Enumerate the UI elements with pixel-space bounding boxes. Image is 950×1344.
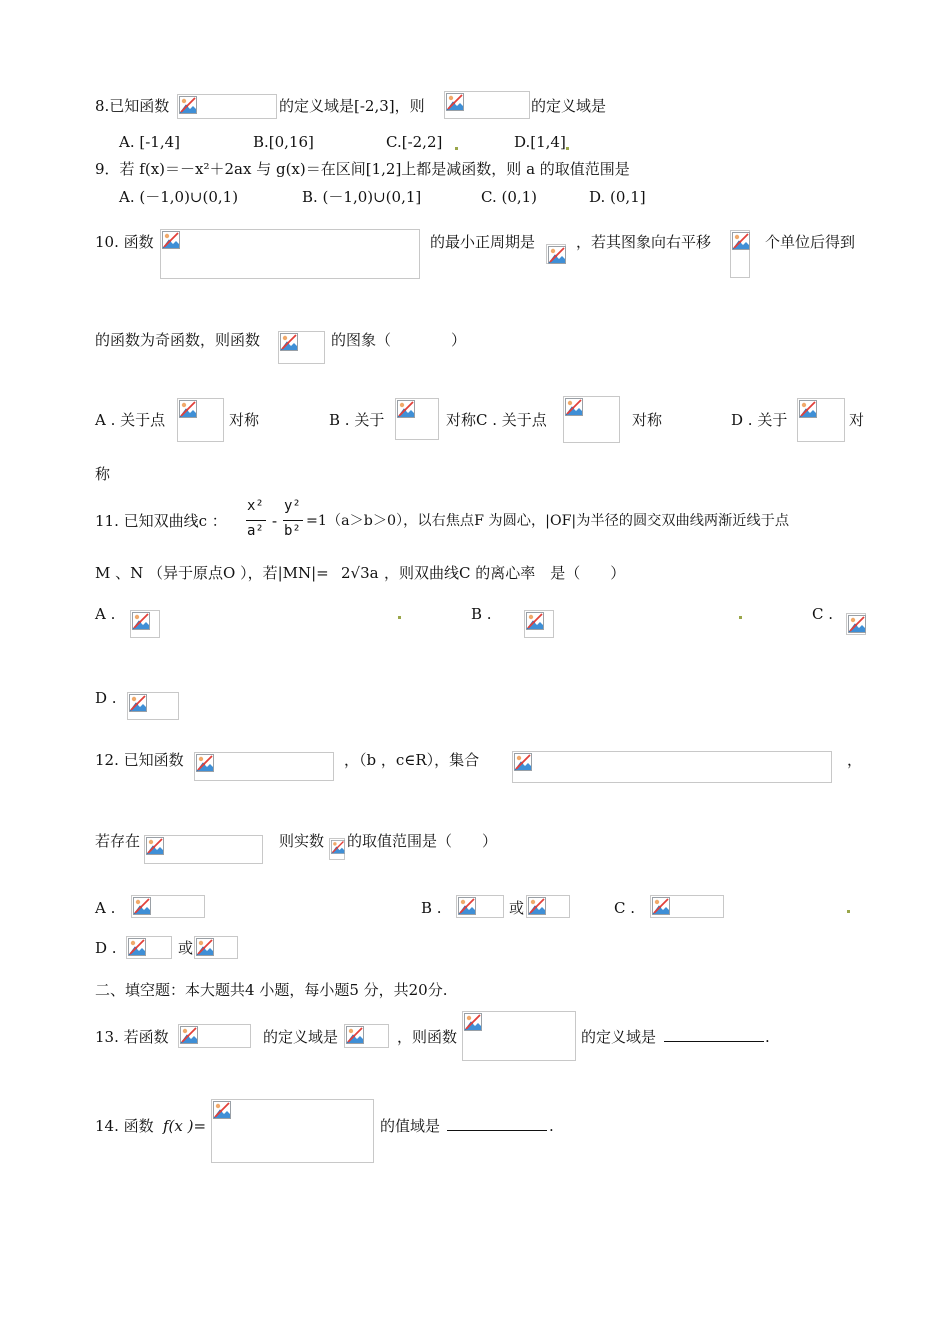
artifact-dot <box>398 616 401 619</box>
q12-option-b-image-1 <box>456 895 504 918</box>
broken-image-icon <box>458 897 476 915</box>
q8-formula-image-2 <box>444 91 530 119</box>
broken-image-icon <box>446 93 464 111</box>
q10-option-b-image <box>395 398 439 440</box>
q14-end: . <box>549 1117 554 1135</box>
q11-option-c: C . <box>812 605 834 623</box>
q11-option-b: B . <box>471 605 492 623</box>
broken-image-icon <box>464 1013 482 1031</box>
q13-function-image <box>178 1024 251 1048</box>
fraction-numerator: x² <box>247 498 264 514</box>
q10-stem-a: 10. 函数 <box>95 233 154 251</box>
q8-option-d: D.[1,4] <box>514 133 566 151</box>
q8-stem-b: 的定义域是[-2,3]，则 <box>279 97 425 115</box>
q11-fraction-y2-b2 <box>283 496 303 548</box>
q10-option-d-image <box>797 398 845 442</box>
q10-shift-image <box>730 230 750 278</box>
broken-image-icon <box>526 612 544 630</box>
fraction-bar <box>246 520 266 521</box>
q11-line2-a: M 、N （异于原点O ），若|MN|= <box>95 564 329 582</box>
q10-option-b-pre: B . 关于 <box>329 411 385 429</box>
q10-option-b-post: 对称C . 关于点 <box>446 411 547 429</box>
q9-option-a: A. (－1,0)∪(0,1) <box>119 188 239 206</box>
q13-stem-c: ，则函数 <box>397 1028 458 1046</box>
broken-image-icon <box>280 333 298 351</box>
broken-image-icon <box>179 400 197 418</box>
q12-option-a: A . <box>95 899 116 917</box>
q12-stem-a: 12. 已知函数 <box>95 751 184 769</box>
fraction-bar <box>283 520 303 521</box>
q11-option-b-image <box>524 610 554 638</box>
q13-domain-image <box>344 1024 389 1048</box>
q11-stem-a: 11. 已知双曲线c ： <box>95 512 227 530</box>
q12-option-d: D . <box>95 939 117 957</box>
q11-option-d: D . <box>95 689 117 707</box>
q11-option-a-image <box>130 610 160 638</box>
q12-line2-a: 若存在 <box>95 832 141 850</box>
q12-option-b-or: 或 <box>509 899 525 917</box>
broken-image-icon <box>196 754 214 772</box>
q12-option-d-image-2 <box>194 936 238 959</box>
q10-stem-c: ，若其图象向右平移 <box>576 233 712 251</box>
q12-option-c-image <box>650 895 724 918</box>
q12-option-d-image-1 <box>126 936 172 959</box>
broken-image-icon <box>162 231 180 249</box>
q12-option-a-image <box>131 895 205 918</box>
broken-image-icon <box>528 897 546 915</box>
q12-option-b-image-2 <box>526 895 570 918</box>
q8-option-b: B.[0,16] <box>253 133 314 151</box>
q11-mn-value: 2√3a <box>341 564 379 582</box>
q9-stem: 9．若 f(x)＝－x²＋2ax 与 g(x)＝在区间[1,2]上都是减函数，则 a 的取值范围是 <box>95 160 630 178</box>
q10-period-image <box>546 244 566 264</box>
q11-minus: - <box>270 512 280 530</box>
q14-answer-blank[interactable] <box>447 1116 547 1136</box>
broken-image-icon <box>548 246 566 264</box>
artifact-dot <box>566 147 569 150</box>
broken-image-icon <box>146 837 164 855</box>
q12-option-d-or: 或 <box>178 939 194 957</box>
q12-set-image <box>512 751 832 783</box>
q14-stem-b: 的值域是 <box>380 1117 441 1135</box>
broken-image-icon <box>179 96 197 114</box>
artifact-dot <box>455 147 458 150</box>
q13-answer-blank[interactable] <box>664 1027 764 1047</box>
broken-image-icon <box>848 615 866 633</box>
q10-option-a-post: 对称 <box>229 411 260 429</box>
q12-line2-c: 的取值范围是（ ） <box>347 832 498 850</box>
broken-image-icon <box>514 753 532 771</box>
artifact-dot <box>847 910 850 913</box>
q13-stem-b: 的定义域是 <box>263 1028 339 1046</box>
q10-function-image-2 <box>278 331 325 364</box>
broken-image-icon <box>397 400 415 418</box>
q10-stem-b: 的最小正周期是 <box>430 233 536 251</box>
artifact-dot <box>739 616 742 619</box>
q8-stem-a: 8.已知函数 <box>95 97 170 115</box>
q10-option-a-image <box>177 398 224 442</box>
broken-image-icon <box>331 840 345 854</box>
fraction-numerator: y² <box>284 498 301 514</box>
q10-function-image <box>160 229 420 279</box>
broken-image-icon <box>129 694 147 712</box>
q12-variable-image <box>329 838 345 860</box>
fraction-denominator: b² <box>284 523 301 539</box>
broken-image-icon <box>132 612 150 630</box>
broken-image-icon <box>213 1101 231 1119</box>
broken-image-icon <box>565 398 583 416</box>
q9-option-b: B. (－1,0)∪(0,1] <box>302 188 422 206</box>
broken-image-icon <box>180 1026 198 1044</box>
q8-option-c: C.[-2,2] <box>386 133 443 151</box>
q10-option-c-post: 对称 <box>632 411 663 429</box>
q8-option-a: A. [-1,4] <box>119 133 180 151</box>
q8-formula-image <box>177 94 277 119</box>
q10-stem-d: 个单位后得到 <box>765 233 856 251</box>
fraction-denominator: a² <box>247 523 264 539</box>
q11-option-c-image <box>846 613 866 635</box>
broken-image-icon <box>133 897 151 915</box>
q13-function-image-2 <box>462 1011 576 1061</box>
q9-option-d: D. (0,1] <box>589 188 646 206</box>
broken-image-icon <box>128 938 146 956</box>
q11-line2-b: ，则双曲线C 的离心率 是（ ） <box>384 564 626 582</box>
q10-option-d-pre: D . 关于 <box>731 411 788 429</box>
broken-image-icon <box>196 938 214 956</box>
q10-option-a-pre: A . 关于点 <box>95 411 166 429</box>
q11-option-d-image <box>127 692 179 720</box>
q13-end: . <box>765 1028 770 1046</box>
q12-option-c: C . <box>614 899 636 917</box>
q10-line2-a: 的函数为奇函数，则函数 <box>95 331 261 349</box>
section-2-title: 二、填空题：本大题共4 小题，每小题5 分，共20分. <box>95 981 448 999</box>
broken-image-icon <box>799 400 817 418</box>
q8-stem-c: 的定义域是 <box>531 97 607 115</box>
q10-option-d-wrap: 称 <box>95 465 111 483</box>
q13-stem-a: 13. 若函数 <box>95 1028 169 1046</box>
q12-stem-c: ， <box>847 751 863 769</box>
broken-image-icon <box>652 897 670 915</box>
q14-fx: f(x )= <box>163 1117 207 1135</box>
q12-option-b: B . <box>421 899 442 917</box>
q11-fraction-x2-a2 <box>246 496 266 548</box>
q12-function-image <box>194 752 334 781</box>
q11-option-a: A . <box>95 605 116 623</box>
q10-line2-b: 的图象（ ） <box>331 331 467 349</box>
broken-image-icon <box>732 232 750 250</box>
q14-stem-a: 14. 函数 <box>95 1117 154 1135</box>
q9-option-c: C. (0,1) <box>481 188 538 206</box>
q12-condition-image <box>144 835 263 864</box>
q10-option-c-image <box>563 396 620 443</box>
q13-stem-d: 的定义域是 <box>581 1028 657 1046</box>
q14-function-image <box>211 1099 374 1163</box>
q10-option-d-post: 对 <box>849 411 865 429</box>
broken-image-icon <box>346 1026 364 1044</box>
q12-line2-b: 则实数 <box>279 832 325 850</box>
q12-stem-b: ，（b ，c∈R），集合 <box>344 751 480 769</box>
q11-stem-b: =1（a＞b＞0），以右焦点F 为圆心，|OF|为半径的圆交双曲线两渐近线于点 <box>306 513 790 529</box>
